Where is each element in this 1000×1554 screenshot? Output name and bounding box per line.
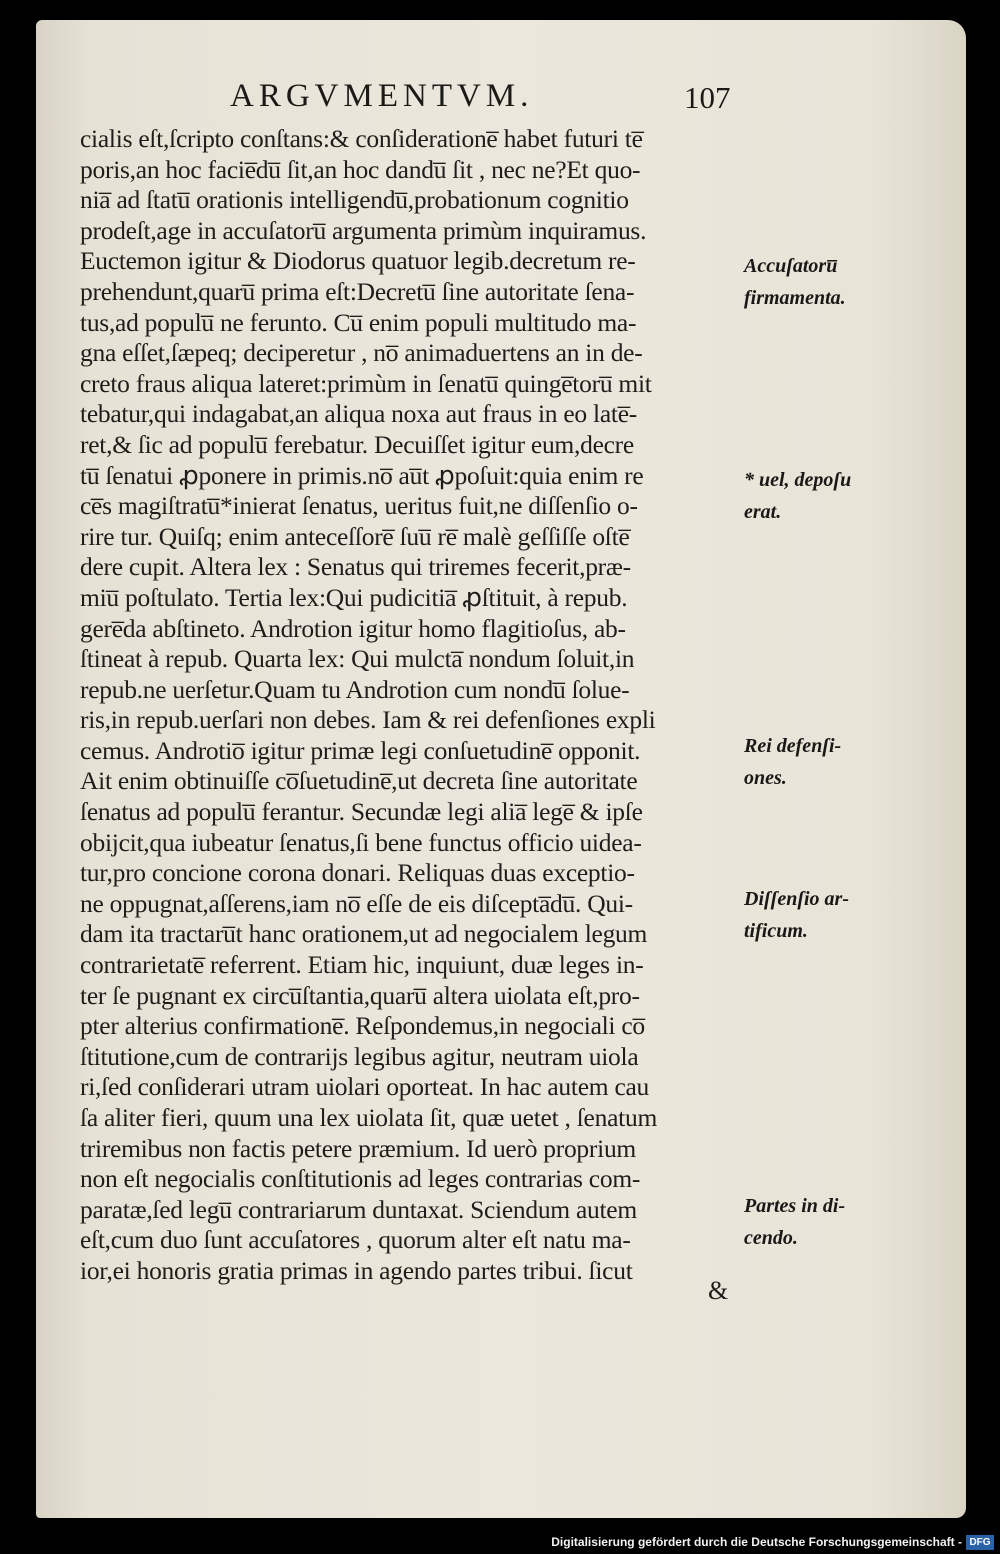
text-line: ris,in repub.uerſari non debes. Iam & rei defenſiones expli [80, 705, 656, 735]
text-line: paratæ,ſed legu̅ contrariarum duntaxat. Sciendum autem [80, 1194, 637, 1224]
margin-note-line: erat. [744, 501, 782, 523]
margin-note-line: Accuſatoru̅ [744, 255, 838, 277]
text-line: gere̅da abſtineto. Androtion igitur homo flagitioſus, ab- [80, 613, 626, 643]
text-line: ne oppugnat,aſſerens,iam no̅ eſſe de eis diſcepta̅du̅. Qui- [80, 888, 633, 918]
text-line: tebatur,qui indagabat,an aliqua noxa aut fraus in eo late̅- [80, 399, 637, 429]
margin-note-line: tificum. [744, 920, 808, 942]
funding-credit: Digitalisierung gefördert durch die Deutsche Forschungsgemeinschaft - [551, 1535, 962, 1549]
text-line: tur,pro concione corona donari. Reliquas duas exceptio- [80, 858, 635, 888]
text-line: pter alterius confirmatione̅. Reſpondemus,in negociali co̅ [80, 1011, 645, 1041]
text-line: cemus. Androtio̅ igitur primæ legi conſuetudine̅ opponit. [80, 735, 641, 765]
text-line: obijcit,qua iubeatur ſenatus,ſi bene functus officio uidea- [80, 827, 642, 857]
text-line: dam ita tractaru̅t hanc orationem,ut ad negocialem legum [80, 919, 648, 949]
text-line: ſa aliter fieri, quum una lex uiolata ſit, quæ uetet , ſenatum [80, 1103, 658, 1132]
digitization-footer [551, 1532, 1000, 1554]
text-line: tus,ad populu̅ ne ferunto. Cu̅ enim populi multitudo ma- [80, 307, 637, 337]
text-line: ri,ſed conſiderari utram uiolari oporteat. In hac autem cau [80, 1072, 650, 1102]
margin-note-line: Partes in di- [744, 1195, 846, 1217]
text-line: ſenatus ad populu̅ ferantur. Secundæ legi alia̅ lege̅ & ipſe [80, 797, 643, 827]
text-line: Euctemon igitur & Diodorus quatuor legib.decretum re- [80, 246, 636, 276]
page-number: 107 [684, 80, 731, 115]
text-line: poris,an hoc facie̅du̅ ſit,an hoc dandu̅ ſit , nec ne?Et quo- [80, 154, 641, 184]
margin-note-accusatorum [744, 250, 880, 314]
page-header [190, 76, 790, 120]
text-line: ior,ei honoris gratia primas in agendo partes tribui. ſicut [80, 1255, 633, 1285]
margin-note-line: firmamenta. [744, 287, 846, 309]
text-line: contrarietate̅ referrent. Etiam hic, inquiunt, duæ leges in- [80, 950, 644, 980]
text-line: cialis eſt,ſcripto conſtans:& conſideratione̅ habet futuri te̅ [80, 124, 643, 153]
margin-note-partes [744, 1190, 880, 1254]
margin-note-line: ones. [744, 767, 787, 789]
text-line: ret,& ſic ad populu̅ ferebatur. Decuiſſet igitur eum,decre [80, 429, 634, 459]
text-line: ſtineat à repub. Quarta lex: Qui mulcta̅ nondum ſoluit,in [80, 644, 635, 674]
margin-note-variant [744, 464, 880, 528]
text-line: triremibus non factis petere præmium. Id uerò proprium [80, 1133, 636, 1163]
margin-note-line: Rei defenſi- [744, 735, 842, 757]
margin-note-line: * uel, depoſu [744, 469, 852, 491]
text-line: eſt,cum duo ſunt accuſatores , quorum alter eſt natu ma- [80, 1225, 631, 1255]
catchword: & [708, 1276, 729, 1305]
text-line: prehendunt,quaru̅ prima eſt:Decretu̅ ſine autoritate ſena- [80, 276, 635, 306]
text-line: non eſt negocialis conſtitutionis ad leges contrarias com- [80, 1164, 641, 1194]
margin-note-rei-defensiones [744, 730, 880, 794]
text-line: creto fraus aliqua lateret:primùm in ſenatu̅ quinge̅toru̅ mit [80, 368, 652, 398]
text-line: repub.ne uerſetur.Quam tu Androtion cum nondu̅ ſolue- [80, 674, 630, 704]
text-line: dere cupit. Altera lex : Senatus qui triremes fecerit,præ- [80, 552, 631, 582]
margin-note-line: cendo. [744, 1227, 798, 1249]
text-line: ſtitutione,cum de contrarijs legibus agitur, neutram uiola [80, 1041, 639, 1071]
text-line: nia̅ ad ſtatu̅ orationis intelligendu̅,probationum cognitio [80, 185, 629, 215]
text-line: ter ſe pugnant ex circu̅ſtantia,quaru̅ altera uiolata eſt,pro- [80, 980, 640, 1010]
text-line: ce̅s magiſtratu̅*inierat ſenatus, ueritus fuit,ne diſſenſio o- [80, 491, 638, 521]
text-line: gna eſſet,ſæpeq; deciperetur , no̅ animaduertens an in de- [80, 338, 643, 368]
text-line: prodeſt,age in accuſatoru̅ argumenta primùm inquiramus. [80, 215, 647, 245]
text-line: tu̅ ſenatui ꝓponere in primis.no̅ au̅t ꝓpoſuit:quia enim re [80, 460, 644, 490]
margin-note-dissensio [744, 883, 880, 947]
text-line: miu̅ poſtulato. Tertia lex:Qui pudicitia̅ ꝓſtituit, à repub. [80, 582, 628, 612]
main-text-block [80, 124, 740, 1287]
dfg-logo-icon: DFG [966, 1535, 994, 1550]
text-line: rire tur. Quiſq; enim anteceſſore̅ ſuu̅ re̅ malè geſſiſſe oſte̅ [80, 521, 630, 551]
text-line: Ait enim obtinuiſſe co̅ſuetudine̅,ut decreta ſine autoritate [80, 766, 638, 796]
running-head: ARGVMENTVM. [230, 78, 534, 114]
margin-note-line: Diſſenſio ar- [744, 888, 849, 910]
